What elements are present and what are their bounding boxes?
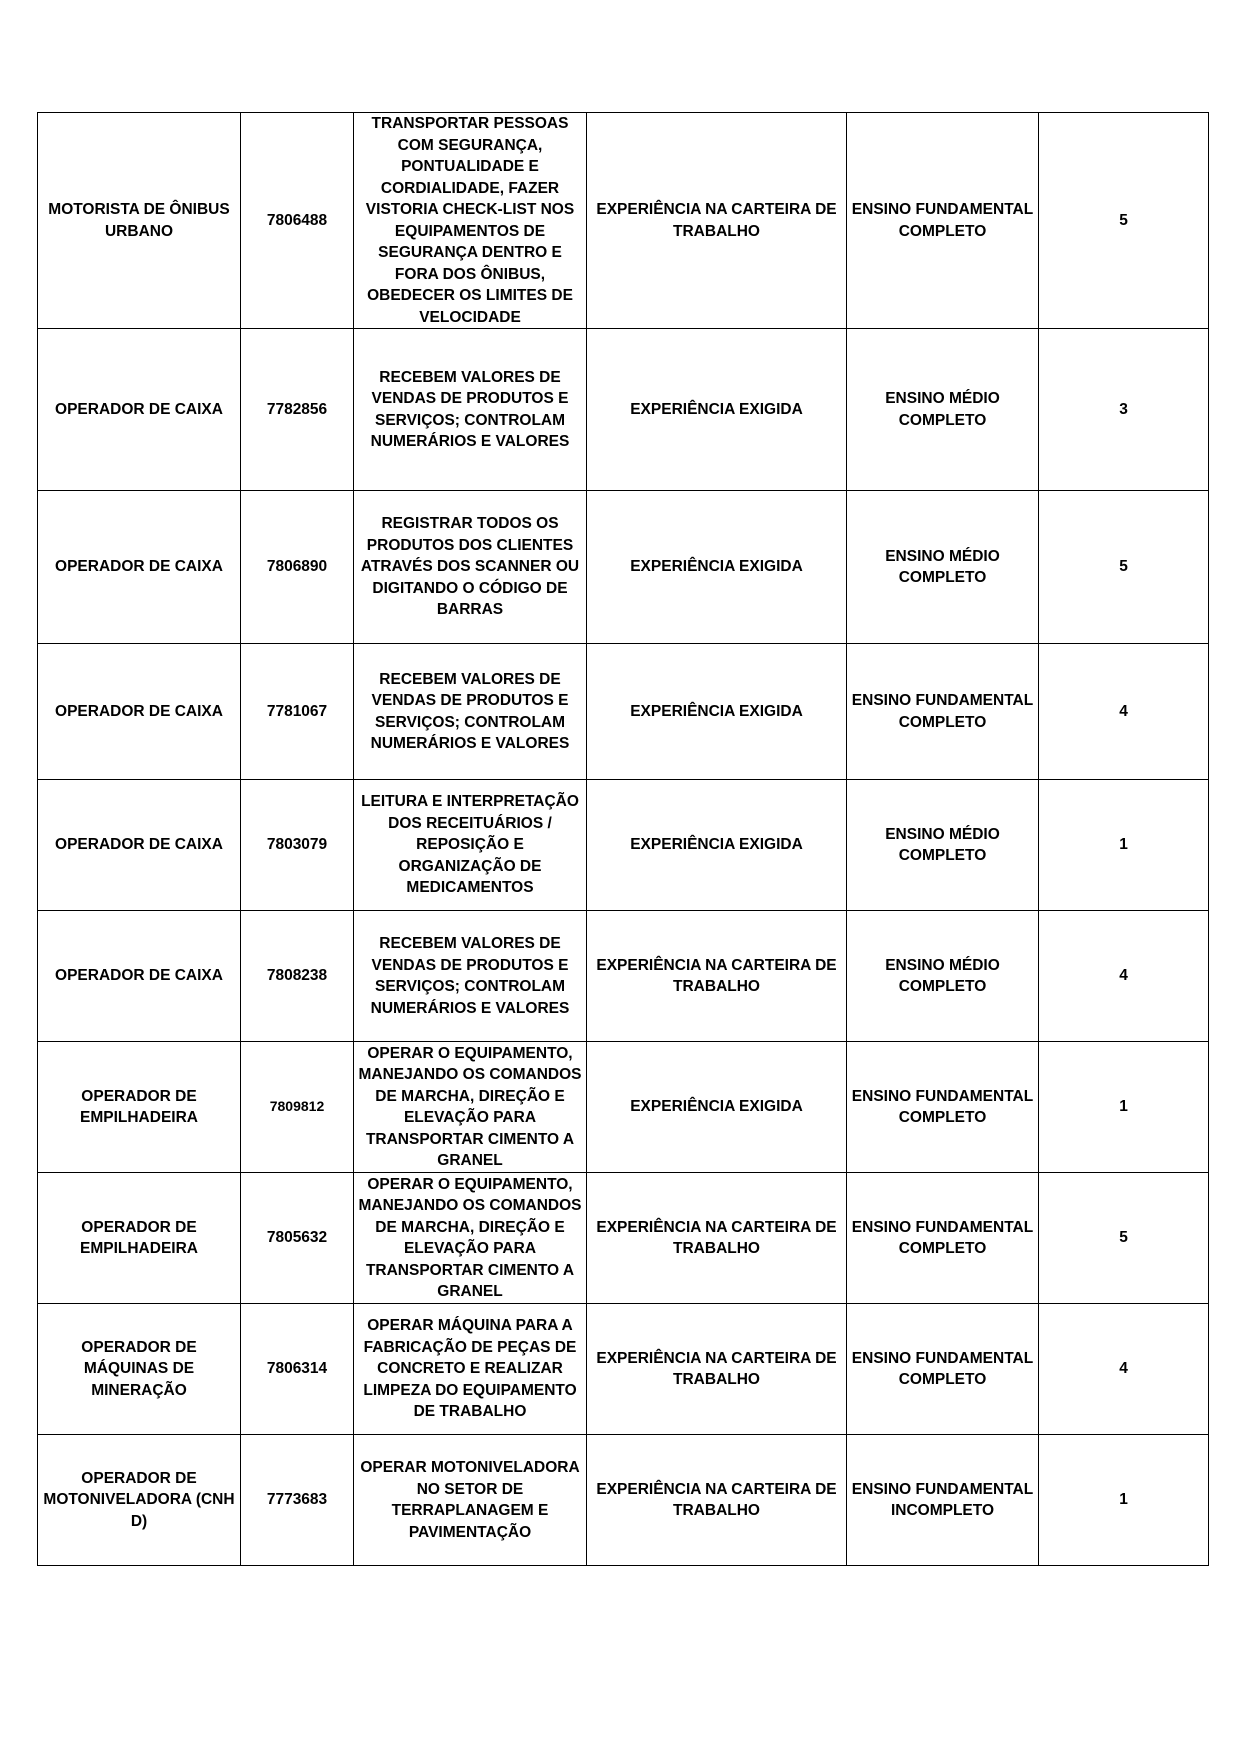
education-cell: ENSINO MÉDIO COMPLETO	[847, 329, 1039, 491]
job-code-cell: 7809812	[241, 1042, 354, 1173]
education-cell: ENSINO MÉDIO COMPLETO	[847, 491, 1039, 644]
openings-cell: 4	[1039, 644, 1209, 780]
experience-cell: EXPERIÊNCIA EXIGIDA	[587, 644, 847, 780]
experience-cell: EXPERIÊNCIA EXIGIDA	[587, 1042, 847, 1173]
job-title-cell: OPERADOR DE MOTONIVELADORA (CNH D)	[38, 1435, 241, 1566]
job-title-cell: OPERADOR DE CAIXA	[38, 780, 241, 911]
job-code-cell: 7805632	[241, 1173, 354, 1304]
job-code-cell: 7806890	[241, 491, 354, 644]
job-title-cell: OPERADOR DE CAIXA	[38, 491, 241, 644]
job-title-cell: OPERADOR DE CAIXA	[38, 911, 241, 1042]
openings-cell: 4	[1039, 911, 1209, 1042]
job-description-cell: OPERAR O EQUIPAMENTO, MANEJANDO OS COMANDOS DE MARCHA, DIREÇÃO E ELEVAÇÃO PARA TRANSPORTAR CIMENTO A GRANEL	[354, 1173, 587, 1304]
job-description-cell: RECEBEM VALORES DE VENDAS DE PRODUTOS E SERVIÇOS; CONTROLAM NUMERÁRIOS E VALORES	[354, 911, 587, 1042]
job-code-cell: 7803079	[241, 780, 354, 911]
job-description-cell: TRANSPORTAR PESSOAS COM SEGURANÇA, PONTUALIDADE E CORDIALIDADE, FAZER VISTORIA CHECK-LIST NOS EQUIPAMENTOS DE SEGURANÇA DENTRO E FORA DOS ÔNIBUS, OBEDECER OS LIMITES DE VELOCIDADE	[354, 113, 587, 329]
job-title-cell: MOTORISTA DE ÔNIBUS URBANO	[38, 113, 241, 329]
table-row	[38, 780, 1209, 911]
experience-cell: EXPERIÊNCIA EXIGIDA	[587, 491, 847, 644]
experience-cell: EXPERIÊNCIA NA CARTEIRA DE TRABALHO	[587, 113, 847, 329]
table-row	[38, 329, 1209, 491]
job-description-cell: LEITURA E INTERPRETAÇÃO DOS RECEITUÁRIOS / REPOSIÇÃO E ORGANIZAÇÃO DE MEDICAMENTOS	[354, 780, 587, 911]
openings-cell: 3	[1039, 329, 1209, 491]
job-description-cell: REGISTRAR TODOS OS PRODUTOS DOS CLIENTES ATRAVÉS DOS SCANNER OU DIGITANDO O CÓDIGO DE BARRAS	[354, 491, 587, 644]
openings-cell: 5	[1039, 1173, 1209, 1304]
job-code-cell: 7782856	[241, 329, 354, 491]
education-cell: ENSINO FUNDAMENTAL INCOMPLETO	[847, 1435, 1039, 1566]
table-row	[38, 1435, 1209, 1566]
job-title-cell: OPERADOR DE CAIXA	[38, 329, 241, 491]
education-cell: ENSINO FUNDAMENTAL COMPLETO	[847, 113, 1039, 329]
job-code-cell: 7806488	[241, 113, 354, 329]
job-description-cell: OPERAR O EQUIPAMENTO, MANEJANDO OS COMANDOS DE MARCHA, DIREÇÃO E ELEVAÇÃO PARA TRANSPORTAR CIMENTO A GRANEL	[354, 1042, 587, 1173]
education-cell: ENSINO FUNDAMENTAL COMPLETO	[847, 1173, 1039, 1304]
job-title-cell: OPERADOR DE MÁQUINAS DE MINERAÇÃO	[38, 1304, 241, 1435]
job-code-cell: 7781067	[241, 644, 354, 780]
table-row	[38, 911, 1209, 1042]
openings-cell: 1	[1039, 780, 1209, 911]
education-cell: ENSINO FUNDAMENTAL COMPLETO	[847, 1042, 1039, 1173]
job-description-cell: RECEBEM VALORES DE VENDAS DE PRODUTOS E SERVIÇOS; CONTROLAM NUMERÁRIOS E VALORES	[354, 644, 587, 780]
job-listings-table	[37, 112, 1209, 1566]
job-description-cell: OPERAR MÁQUINA PARA A FABRICAÇÃO DE PEÇAS DE CONCRETO E REALIZAR LIMPEZA DO EQUIPAMENTO DE TRABALHO	[354, 1304, 587, 1435]
experience-cell: EXPERIÊNCIA NA CARTEIRA DE TRABALHO	[587, 1173, 847, 1304]
job-title-cell: OPERADOR DE CAIXA	[38, 644, 241, 780]
openings-cell: 1	[1039, 1435, 1209, 1566]
experience-cell: EXPERIÊNCIA EXIGIDA	[587, 329, 847, 491]
job-code-cell: 7808238	[241, 911, 354, 1042]
table-row	[38, 1304, 1209, 1435]
job-description-cell: OPERAR MOTONIVELADORA NO SETOR DE TERRAPLANAGEM E PAVIMENTAÇÃO	[354, 1435, 587, 1566]
experience-cell: EXPERIÊNCIA EXIGIDA	[587, 780, 847, 911]
job-description-cell: RECEBEM VALORES DE VENDAS DE PRODUTOS E SERVIÇOS; CONTROLAM NUMERÁRIOS E VALORES	[354, 329, 587, 491]
job-code-cell: 7806314	[241, 1304, 354, 1435]
table-row	[38, 1173, 1209, 1304]
education-cell: ENSINO MÉDIO COMPLETO	[847, 911, 1039, 1042]
education-cell: ENSINO FUNDAMENTAL COMPLETO	[847, 1304, 1039, 1435]
table-row	[38, 644, 1209, 780]
openings-cell: 5	[1039, 113, 1209, 329]
openings-cell: 1	[1039, 1042, 1209, 1173]
experience-cell: EXPERIÊNCIA NA CARTEIRA DE TRABALHO	[587, 911, 847, 1042]
table-row	[38, 1042, 1209, 1173]
table-row	[38, 491, 1209, 644]
job-code-cell: 7773683	[241, 1435, 354, 1566]
table-row	[38, 113, 1209, 329]
openings-cell: 5	[1039, 491, 1209, 644]
education-cell: ENSINO FUNDAMENTAL COMPLETO	[847, 644, 1039, 780]
experience-cell: EXPERIÊNCIA NA CARTEIRA DE TRABALHO	[587, 1304, 847, 1435]
openings-cell: 4	[1039, 1304, 1209, 1435]
job-title-cell: OPERADOR DE EMPILHADEIRA	[38, 1042, 241, 1173]
experience-cell: EXPERIÊNCIA NA CARTEIRA DE TRABALHO	[587, 1435, 847, 1566]
job-title-cell: OPERADOR DE EMPILHADEIRA	[38, 1173, 241, 1304]
education-cell: ENSINO MÉDIO COMPLETO	[847, 780, 1039, 911]
